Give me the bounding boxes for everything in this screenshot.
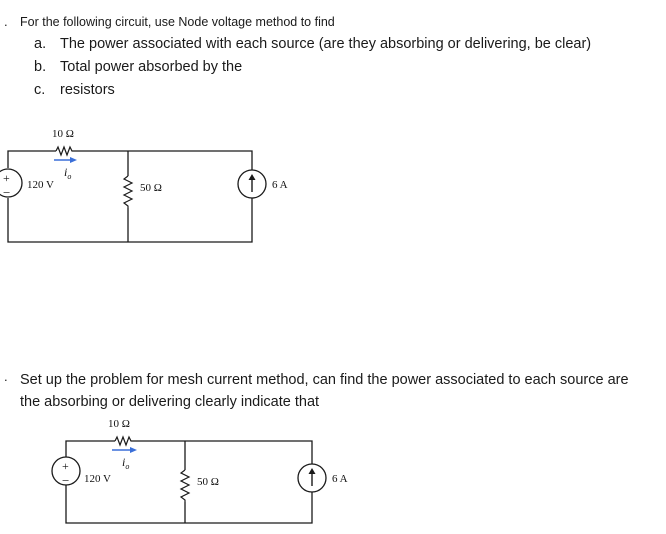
resistor-50-ohm-label-2: 50 Ω: [197, 476, 219, 488]
resistor-10-ohm-label: 10 Ω: [52, 128, 74, 140]
voltage-source-label: 120 V: [27, 179, 54, 191]
voltage-plus-sign-2: +: [62, 459, 69, 473]
circuit-1-wires: [8, 151, 252, 242]
current-io-arrow-2: [112, 447, 137, 453]
resistor-10-ohm-symbol: [56, 147, 74, 155]
current-io-label-2: $i_o$: [122, 455, 130, 471]
voltage-minus-sign-2: −: [62, 473, 70, 488]
resistor-50-ohm-symbol: [124, 176, 132, 208]
q2-line-1: Set up the problem for mesh current method, can find the power associated to each source are: [20, 372, 629, 388]
q1-item-b-text: Total power absorbed by the: [60, 59, 243, 75]
current-io-arrow: [54, 157, 77, 163]
q1-bullet: .: [4, 14, 8, 29]
q1-item-a-marker: a.: [34, 36, 47, 52]
circuit-diagram-1: [0, 120, 300, 270]
q1-item-c-marker: c.: [34, 82, 46, 98]
q2-bullet: .: [4, 369, 8, 384]
voltage-plus-sign: +: [3, 171, 10, 185]
resistor-10-ohm-symbol-2: [115, 437, 133, 445]
q1-intro: For the following circuit, use Node voltage method to find: [20, 15, 335, 29]
current-source-label-2: 6 A: [332, 473, 348, 485]
q2-line-2: the absorbing or delivering clearly indicate that: [20, 394, 320, 410]
voltage-minus-sign: −: [3, 185, 11, 200]
resistor-50-ohm-symbol-2: [181, 470, 189, 502]
q1-item-c-text: resistors: [60, 82, 115, 98]
current-io-label: $i_o$: [64, 165, 72, 181]
resistor-50-ohm-label: 50 Ω: [140, 182, 162, 194]
current-source-label: 6 A: [272, 179, 288, 191]
voltage-source-label-2: 120 V: [84, 473, 111, 485]
current-source-symbol-2: [298, 464, 326, 492]
circuit-diagram-2: [52, 413, 352, 531]
q1-item-b-marker: b.: [34, 59, 47, 75]
current-source-symbol: [238, 170, 266, 198]
resistor-10-ohm-label-2: 10 Ω: [108, 418, 130, 430]
q1-item-a-text: The power associated with each source (are they absorbing or delivering, be clear): [60, 36, 592, 52]
